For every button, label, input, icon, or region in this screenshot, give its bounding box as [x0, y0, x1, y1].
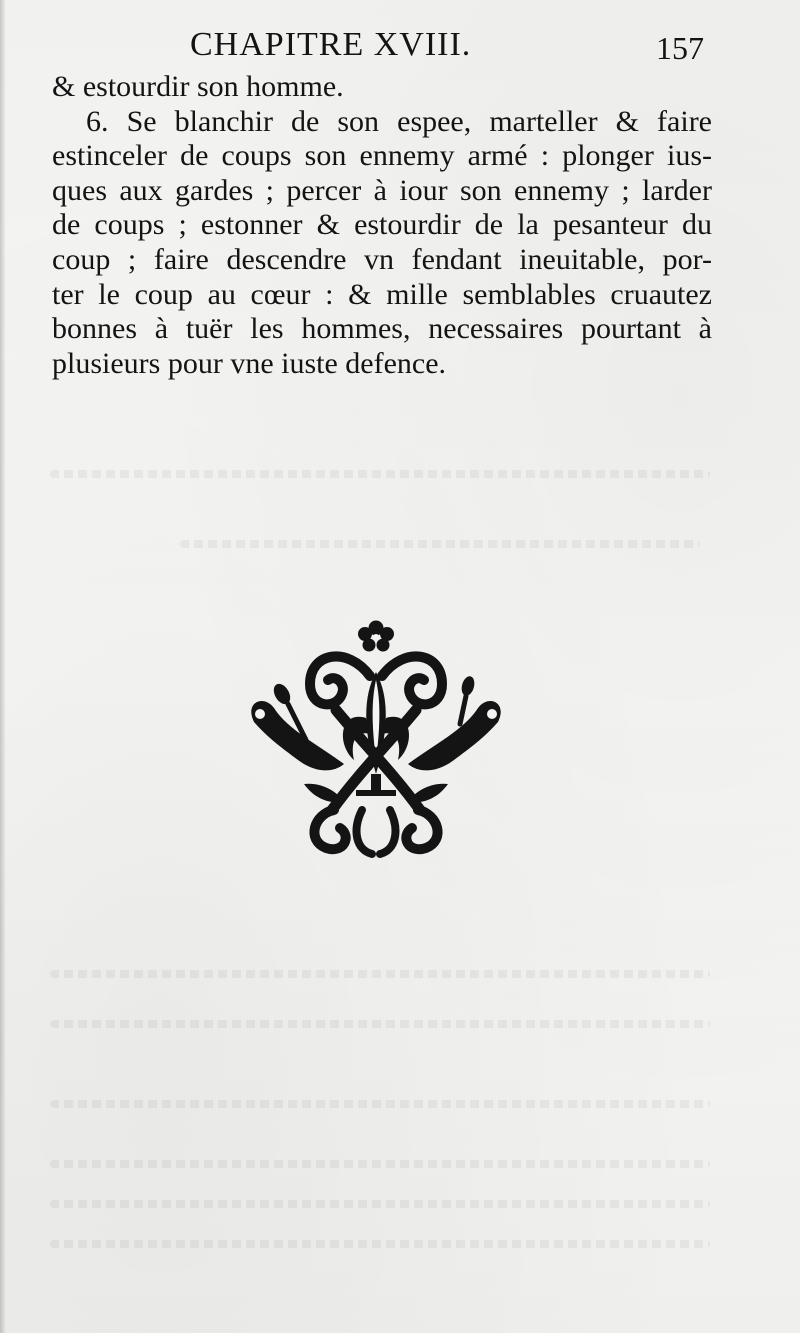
- page-number: 157: [656, 30, 704, 66]
- text-line: ter le coup au cœur : & mille semblables cruautez: [52, 277, 712, 311]
- text-line: bonnes à tuër les hommes, necessaires pourtant à: [52, 312, 712, 346]
- text-line: de coups ; estonner & estourdir de la pesanteur du: [52, 208, 712, 242]
- show-through-text: [50, 1200, 710, 1208]
- show-through-text: [180, 540, 700, 548]
- show-through-text: [50, 1100, 710, 1108]
- text-line: 6. Se blanchir de son espee, marteller & faire: [86, 104, 712, 138]
- page-header: [190, 26, 710, 76]
- text-line: estinceler de coups son ennemy armé : plonger ius-: [52, 139, 712, 173]
- show-through-text: [50, 1020, 710, 1028]
- fleuron-ornament-icon: [244, 614, 508, 866]
- text-line: ques aux gardes ; percer à iour son ennemy ; larder: [52, 173, 712, 207]
- show-through-text: [50, 1240, 710, 1248]
- text-line: plusieurs pour vne iuste defence.: [52, 346, 447, 380]
- flower-icon: [359, 621, 394, 651]
- text-line: coup ; faire descendre vn fendant ineuitable, por-: [52, 242, 712, 276]
- body-text: [52, 70, 712, 381]
- show-through-text: [50, 970, 710, 978]
- running-head: CHAPITRE XVIII.: [190, 26, 472, 63]
- show-through-text: [50, 1160, 710, 1168]
- show-through-text: [50, 470, 710, 478]
- text-line: & estourdir son homme.: [52, 70, 344, 103]
